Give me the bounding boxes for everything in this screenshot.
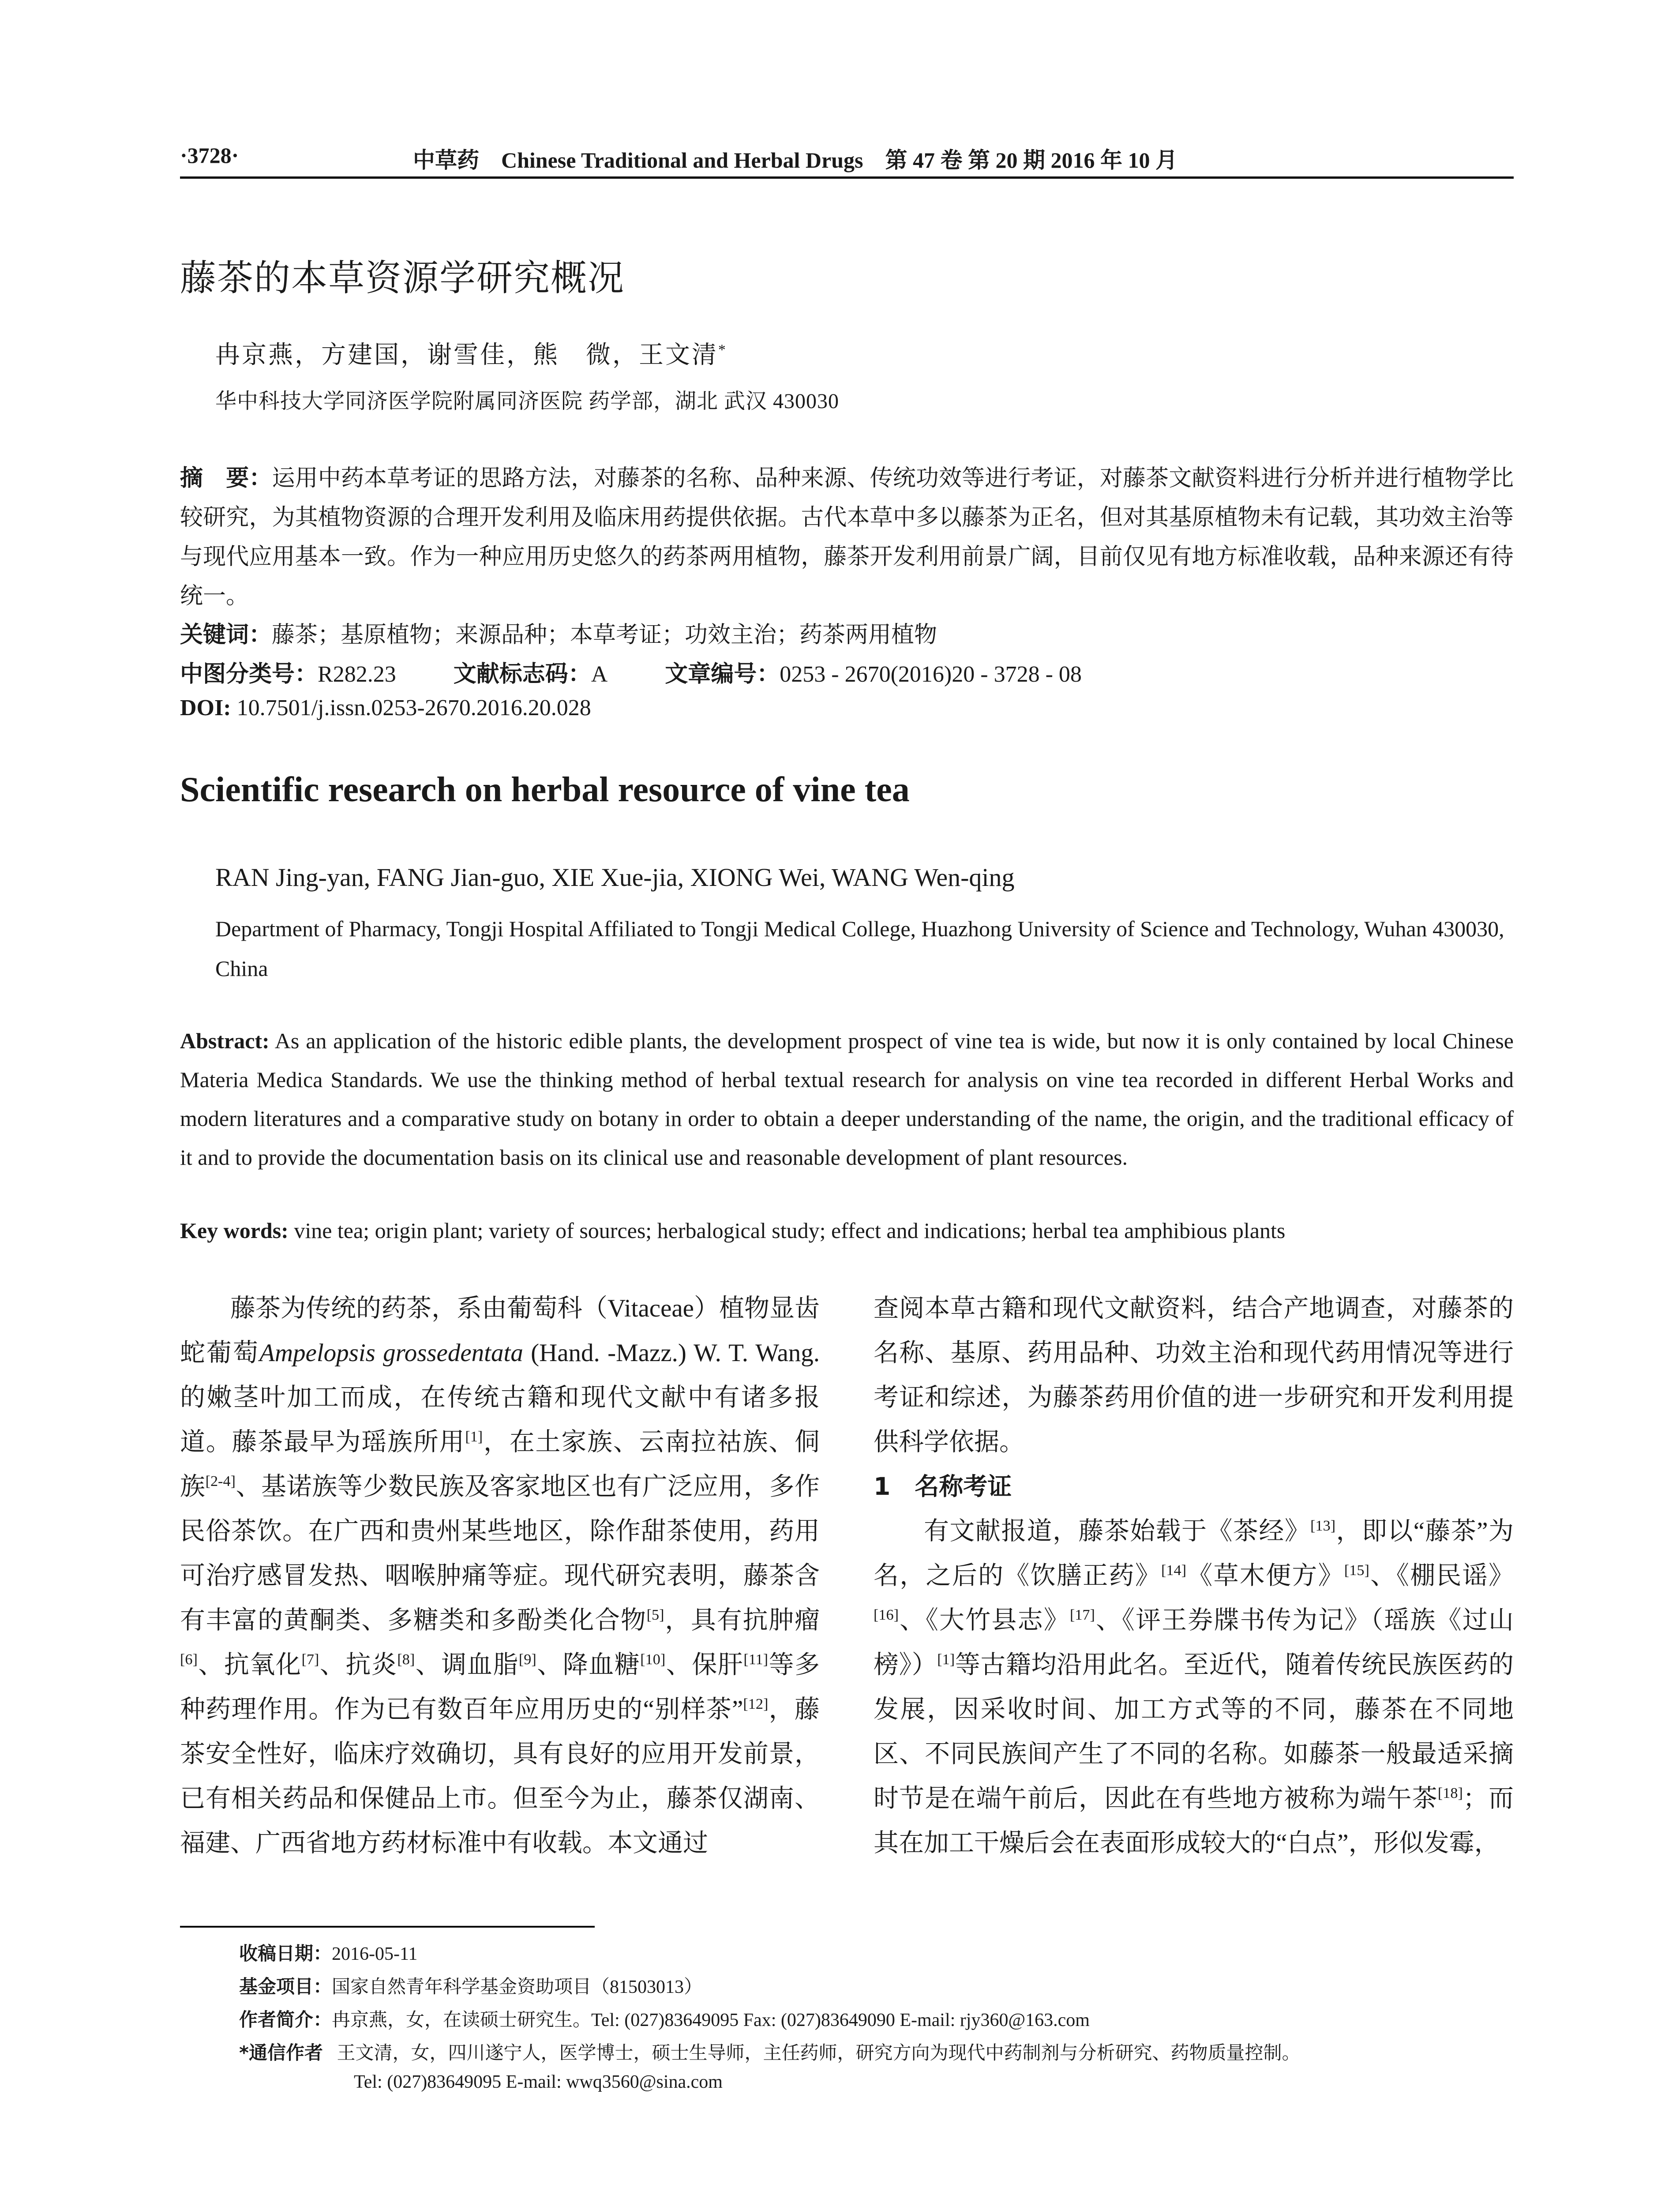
citation: [1]	[465, 1429, 483, 1445]
keywords-en-text: vine tea; origin plant; variety of sources; herbalogical study; effect and indications; herbal tea amphibious plants	[294, 1218, 1286, 1243]
corresponding-label: *通信作者	[239, 2042, 323, 2063]
abstract-cn-label: 摘 要：	[180, 465, 272, 491]
title-cn: 藤茶的本草资源学研究概况	[180, 257, 625, 299]
doi-line	[180, 695, 591, 721]
doi-value: 10.7501/j.issn.0253-2670.2016.20.028	[236, 695, 591, 720]
journal-name-en: Chinese Traditional and Herbal Drugs	[501, 148, 863, 173]
species-name: Ampelopsis grossedentata	[259, 1339, 523, 1367]
page-number: ·3728·	[180, 143, 239, 168]
citation: [12]	[743, 1696, 769, 1712]
abstract-en-label: Abstract:	[180, 1028, 270, 1053]
doi-label: DOI:	[180, 695, 231, 720]
bio-label: 作者简介：	[239, 2009, 332, 2030]
footnote-rule	[180, 1926, 595, 1928]
header-rule	[180, 176, 1514, 179]
affiliation-en: Department of Pharmacy, Tongji Hospital Affiliated to Tongji Medical College, Huazhong University of Science and Technology, Wuhan 430030, China	[215, 916, 1504, 981]
received-label: 收稿日期：	[239, 1943, 332, 1964]
citation: [18]	[1437, 1785, 1463, 1801]
doc-code-value: A	[591, 662, 608, 687]
article-no-label: 文章编号：	[665, 661, 780, 687]
affiliation-cn: 华中科技大学同济医学院附属同济医院 药学部，湖北 武汉 430030	[215, 390, 840, 413]
keywords-en-label: Key words:	[180, 1218, 289, 1243]
intro-paragraph: 藤茶为传统的药茶，系由葡萄科（Vitaceae）植物显齿蛇葡萄Ampelopsis grossedentata (Hand. -Mazz.) W. T. Wang. 的嫩茎叶加工而成，在传统古籍和现代文献中有诸多报道。藤茶最早为瑶族所用[1]，在土家族、云南拉祜族、侗族[2-4]、基诺族等少数民族及客家地区也有广泛应用，多作民俗茶饮。在广西和贵州某些地区，除作甜茶使用，药用可治疗感冒发热、咽喉肿痛等症。现代研究表明，藤茶含有丰富的黄酮类、多糖类和多酚类化合物[5]，具有抗肿瘤[6]、抗氧化[7]、抗炎[8]、调血脂[9]、降血糖[10]、保肝[11]等多种药理作用。作为已有数百年应用历史的“别样茶”[12]，藤茶安全性好，临床疗效确切，具有良好的应用开发前景，已有相关药品和保健品上市。但至今为止，藤茶仅湖南、福建、广西省地方药材标准中有收载。本文通过	[180, 1294, 820, 1857]
section-heading: 1 名称考证	[874, 1472, 1012, 1501]
citation: [7]	[301, 1651, 319, 1668]
section-1-paragraph: 有文献报道，藤茶始载于《茶经》[13]，即以“藤茶”为名，之后的《饮膳正药》[14]《草木便方》[15]、《棚民谣》[16]、《大竹县志》[17]、《评王券牒书传为记》（瑶族《过山榜》）[1]等古籍均沿用此名。至近代，随着传统民族医药的发展，因采收时间、加工方式等的不同，藤茶在不同地区、不同民族间产生了不同的名称。如藤茶一般最适采摘时节是在端午前后，因此在有些地方被称为端午茶[18]；而其在加工干燥后会在表面形成较大的“白点”，形似发霉，	[874, 1517, 1514, 1857]
authors-en: RAN Jing-yan, FANG Jian-guo, XIE Xue-jia, XIONG Wei, WANG Wen-qing	[215, 863, 1015, 892]
journal-header	[413, 143, 1178, 174]
citation: [13]	[1310, 1518, 1336, 1534]
citation: [5]	[646, 1607, 664, 1623]
title-en: Scientific research on herbal resource of vine tea	[180, 770, 910, 809]
keywords-en	[180, 1218, 1514, 1243]
citation: [2-4]	[205, 1473, 236, 1489]
fund-value: 国家自然青年科学基金资助项目（81503013）	[332, 1977, 703, 1997]
authors-cn-names: 冉京燕，方建国，谢雪佳，熊 微，王文清	[215, 341, 718, 369]
citation: [1]	[937, 1651, 955, 1668]
bio-value: 冉京燕，女，在读硕士研究生。Tel: (027)83649095 Fax: (027)83649090 E-mail: rjy360@163.com	[332, 2010, 1090, 2030]
citation: [11]	[743, 1651, 769, 1668]
journal-name-cn: 中草药	[413, 147, 479, 173]
authors-cn	[215, 335, 728, 371]
citation: [10]	[640, 1651, 666, 1668]
keywords-cn-text: 藤茶；基原植物；来源品种；本草考证；功效主治；药茶两用植物	[272, 623, 938, 648]
citation: [14]	[1161, 1562, 1186, 1579]
article-no-value: 0253 - 2670(2016)20 - 3728 - 08	[780, 662, 1082, 687]
footnote-corresponding-contact: Tel: (027)83649095 E-mail: wwq3560@sina.com	[354, 2072, 723, 2092]
abstract-en-text: As an application of the historic edible plants, the development prospect of vine tea is wide, but now it is only contained by local Chinese Materia Medica Standards. We use the thinking method of herbal textual research for analysis on vine tea recorded in different Herbal Works and modern literatures and a comparative study on botany in order to obtain a deeper understanding of the name, the origin, and the traditional efficacy of it and to provide the documentation basis on its clinical use and reasonable development of plant resources.	[180, 1028, 1514, 1170]
doc-code-label: 文献标志码：	[453, 661, 591, 687]
citation: [17]	[1069, 1607, 1095, 1623]
clc-value: R282.23	[318, 662, 396, 687]
keywords-cn-label: 关键词：	[180, 622, 272, 648]
citation: [9]	[518, 1651, 536, 1668]
corresponding-mark: *	[718, 341, 728, 358]
citation: [6]	[180, 1651, 198, 1668]
footnote-author-bio	[239, 2005, 1090, 2032]
citation: [8]	[397, 1651, 415, 1668]
citation: [15]	[1344, 1562, 1369, 1579]
footnote-fund	[239, 1972, 702, 1999]
intro-paragraph-continued: 查阅本草古籍和现代文献资料，结合产地调查，对藤茶的名称、基原、药用品种、功效主治和现代药用情况等进行考证和综述，为藤茶药用价值的进一步研究和开发利用提供科学依据。	[874, 1294, 1514, 1456]
abstract-en	[180, 1021, 1514, 1177]
journal-issue: 第 47 卷 第 20 期 2016 年 10 月	[885, 148, 1178, 173]
citation: [16]	[874, 1607, 899, 1623]
fund-label: 基金项目：	[239, 1976, 332, 1997]
corresponding-value: 王文清，女，四川遂宁人，医学博士，硕士生导师，主任药师，研究方向为现代中药制剂与分析研究、药物质量控制。	[337, 2043, 1301, 2063]
clc-label: 中图分类号：	[180, 661, 318, 687]
abstract-cn	[180, 459, 1514, 616]
classification-line	[180, 655, 1082, 688]
received-value: 2016-05-11	[332, 1944, 418, 1964]
body-column-right	[874, 1286, 1514, 1865]
footnote-received	[239, 1939, 417, 1966]
abstract-cn-text: 运用中药本草考证的思路方法，对藤茶的名称、品种来源、传统功效等进行考证，对藤茶文献资料进行分析并进行植物学比较研究，为其植物资源的合理开发利用及临床用药提供依据。古代本草中多以藤茶为正名，但对其基原植物未有记载，其功效主治等与现代应用基本一致。作为一种应用历史悠久的药茶两用植物，藤茶开发利用前景广阔，目前仅见有地方标准收载，品种来源还有待统一。	[180, 466, 1514, 609]
keywords-cn	[180, 615, 937, 655]
body-column-left	[180, 1286, 820, 1865]
footnote-corresponding	[239, 2038, 1300, 2065]
